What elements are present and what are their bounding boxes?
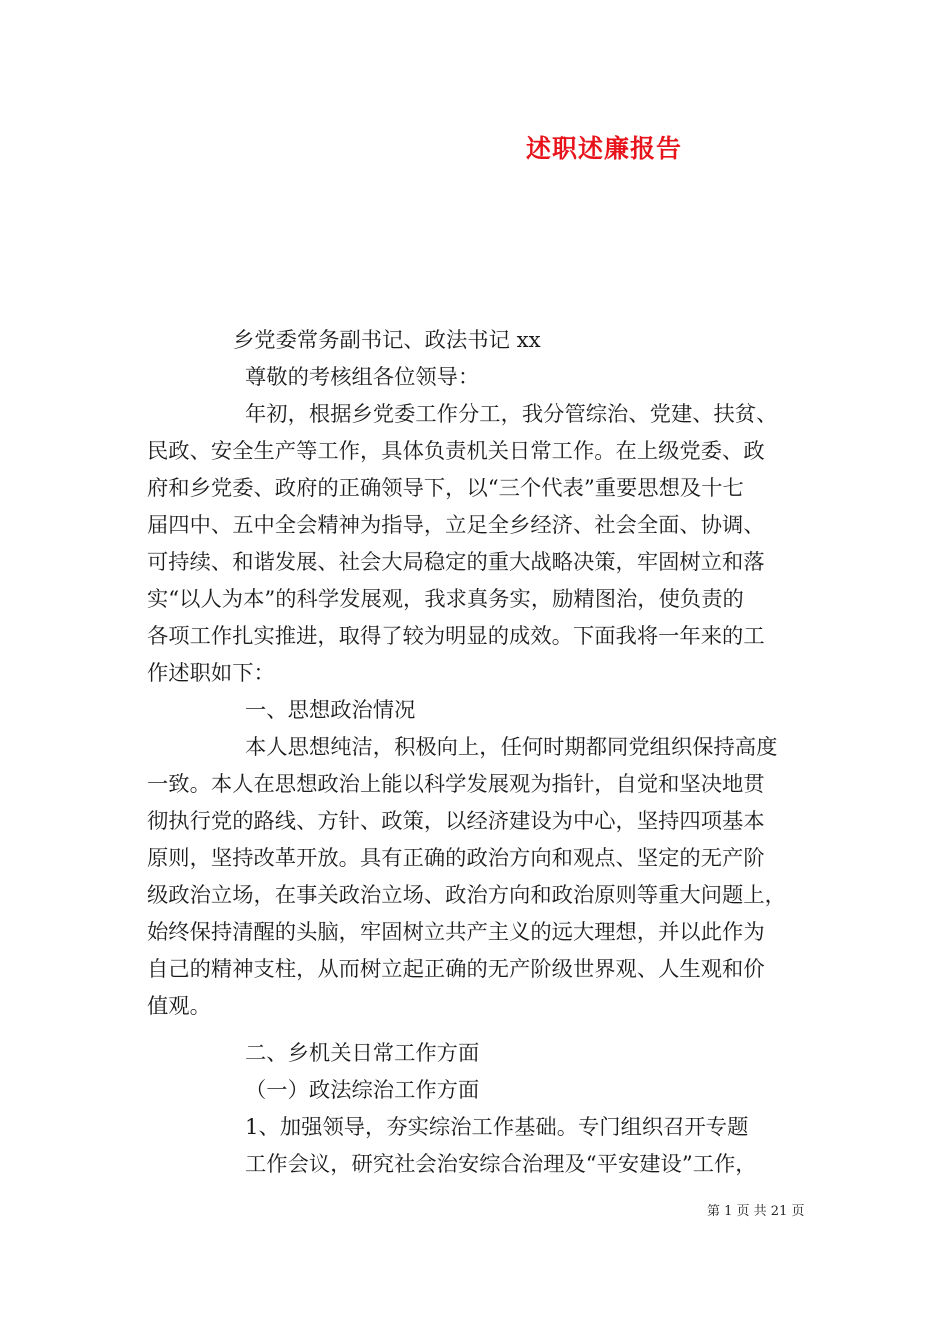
paragraph-line: 原则，坚持改革开放。具有正确的政治方向和观点、坚定的无产阶 (147, 846, 765, 871)
paragraph-ideology (147, 729, 817, 1025)
paragraph-line: 彻执行党的路线、方针、政策，以经济建设为中心，坚持四项基本 (147, 809, 765, 834)
paragraph-line: 实“以人为本”的科学发展观，我求真务实，励精图治，使负责的 (147, 587, 744, 612)
document-body (147, 322, 817, 1183)
page-footer: 第 1 页 共 21 页 (707, 1204, 805, 1219)
subsection-heading-legal: （一）政法综治工作方面 (245, 1078, 480, 1103)
paragraph-line: 自己的精神支柱，从而树立起正确的无产阶级世界观、人生观和价 (147, 957, 765, 982)
paragraph-line: 各项工作扎实推进，取得了较为明显的成效。下面我将一年来的工 (147, 624, 765, 649)
paragraph-line: 民政、安全生产等工作，具体负责机关日常工作。在上级党委、政 (147, 439, 765, 464)
paragraph-line: 可持续、和谐发展、社会大局稳定的重大战略决策，牢固树立和落 (147, 550, 765, 575)
paragraph-line: 始终保持清醒的头脑，牢固树立共产主义的远大理想，并以此作为 (147, 920, 765, 945)
list-item: 1、加强领导，夯实综治工作基础。专门组织召开专题 (245, 1115, 749, 1140)
greeting: 尊敬的考核组各位领导： (245, 365, 480, 390)
author-line: 乡党委常务副书记、政法书记 xx (233, 328, 541, 353)
paragraph-line: 本人思想纯洁，积极向上，任何时期都同党组织保持高度 (245, 735, 778, 760)
paragraph-line: 作述职如下： (147, 661, 275, 686)
document-title: 述职述廉报告 (526, 134, 683, 163)
list-item-continuation: 工作会议，研究社会治安综合治理及“平安建设”工作， (245, 1152, 757, 1177)
section-heading-daily-work: 二、乡机关日常工作方面 (245, 1041, 480, 1066)
paragraph-line: 府和乡党委、政府的正确领导下，以“三个代表”重要思想及十七 (147, 476, 744, 501)
paragraph-line: 值观。 (147, 994, 211, 1019)
paragraph-line: 年初，根据乡党委工作分工，我分管综治、党建、扶贫、 (245, 402, 778, 427)
paragraph-line: 届四中、五中全会精神为指导，立足全乡经济、社会全面、协调、 (147, 513, 765, 538)
paragraph-line: 一致。本人在思想政治上能以科学发展观为指针，自觉和坚决地贯 (147, 772, 765, 797)
paragraph-intro (147, 396, 817, 692)
paragraph-line: 级政治立场，在事关政治立场、政治方向和政治原则等重大问题上， (147, 883, 786, 908)
section-heading-ideology: 一、思想政治情况 (245, 698, 416, 723)
